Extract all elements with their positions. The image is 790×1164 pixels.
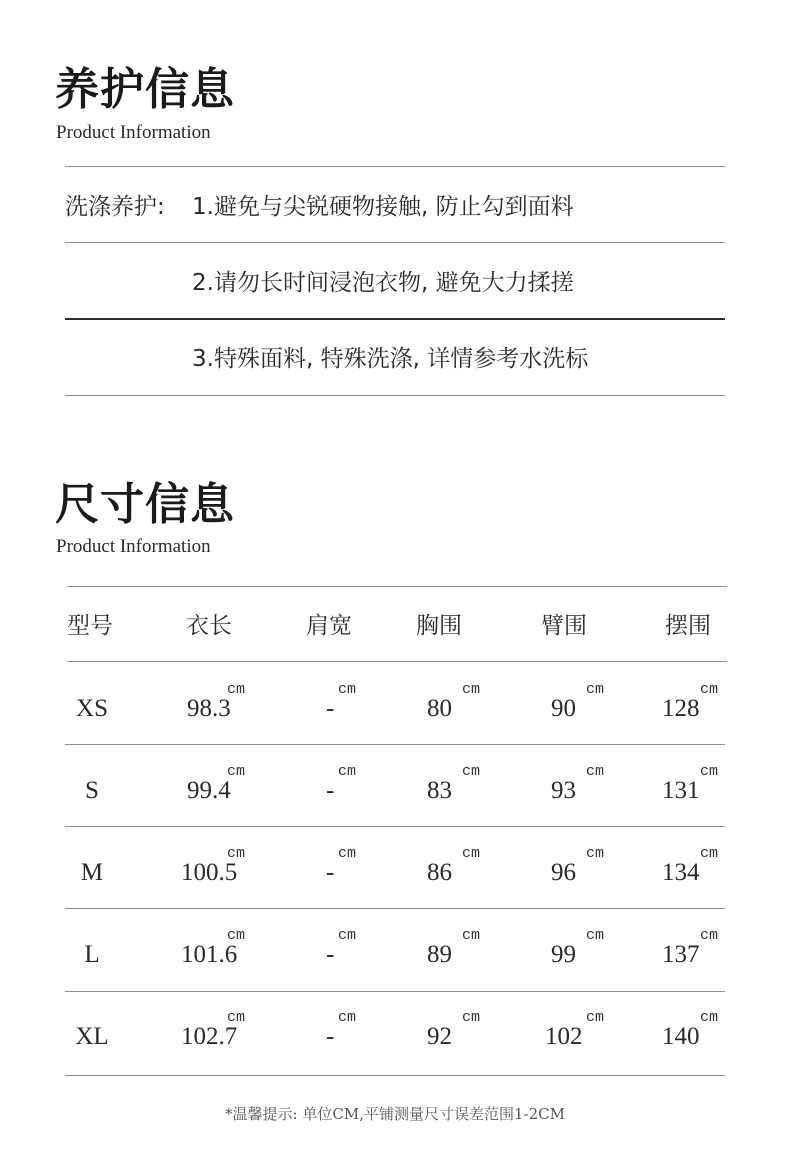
unit-label: cm	[462, 763, 481, 780]
unit-label: cm	[586, 927, 605, 944]
header-hem: 摆围	[665, 613, 711, 639]
shoulder-value: -	[326, 941, 335, 968]
hem-value: 137	[662, 941, 700, 968]
care-title: 养护信息	[55, 64, 235, 115]
unit-label: cm	[462, 1009, 481, 1026]
unit-label: cm	[700, 763, 719, 780]
unit-label: cm	[227, 1009, 246, 1026]
arm-value: 90	[551, 695, 576, 722]
unit-label: cm	[700, 1009, 719, 1026]
care-item-1: 1.避免与尖锐硬物接触, 防止勾到面料	[192, 194, 574, 220]
size-label: XL	[75, 1023, 109, 1050]
chest-value: 89	[427, 941, 452, 968]
shoulder-value: -	[326, 1023, 335, 1050]
unit-label: cm	[227, 681, 246, 698]
hem-value: 128	[662, 695, 700, 722]
care-divider-top	[65, 166, 725, 167]
unit-label: cm	[227, 763, 246, 780]
care-divider-bottom	[65, 395, 725, 396]
length-value: 99.4	[187, 777, 231, 804]
unit-label: cm	[227, 845, 246, 862]
size-table-header-line	[67, 661, 727, 662]
care-row-3	[65, 340, 725, 380]
care-row-1	[65, 188, 725, 228]
unit-label: cm	[338, 763, 357, 780]
shoulder-value: -	[326, 859, 335, 886]
unit-label: cm	[462, 845, 481, 862]
shoulder-value: -	[326, 777, 335, 804]
care-subtitle: Product Information	[56, 122, 211, 143]
size-title: 尺寸信息	[55, 479, 235, 530]
row-divider	[65, 744, 725, 745]
length-value: 100.5	[181, 859, 238, 886]
unit-label: cm	[586, 1009, 605, 1026]
size-label: M	[80, 859, 104, 886]
care-divider-1	[65, 242, 725, 243]
care-divider-2	[65, 318, 725, 320]
unit-label: cm	[586, 763, 605, 780]
chest-value: 92	[427, 1023, 452, 1050]
unit-label: cm	[338, 927, 357, 944]
size-label: S	[85, 777, 99, 804]
unit-label: cm	[227, 927, 246, 944]
header-chest: 胸围	[416, 613, 462, 639]
size-label: XS	[76, 695, 108, 722]
unit-label: cm	[700, 927, 719, 944]
care-item-3: 3.特殊面料, 特殊洗涤, 详情参考水洗标	[192, 346, 589, 372]
care-item-2: 2.请勿长时间浸泡衣物, 避免大力揉搓	[192, 270, 574, 296]
header-size: 型号	[67, 613, 113, 639]
row-divider	[65, 908, 725, 909]
size-subtitle: Product Information	[56, 536, 211, 557]
row-divider	[65, 991, 725, 992]
unit-label: cm	[338, 845, 357, 862]
row-divider	[65, 826, 725, 827]
unit-label: cm	[586, 681, 605, 698]
hem-value: 131	[662, 777, 700, 804]
care-label: 洗涤养护:	[65, 194, 165, 220]
hem-value: 134	[662, 859, 700, 886]
size-footnote: *温馨提示: 单位CM,平铺测量尺寸误差范围1-2CM	[225, 1105, 565, 1123]
unit-label: cm	[700, 681, 719, 698]
arm-value: 96	[551, 859, 576, 886]
arm-value: 99	[551, 941, 576, 968]
unit-label: cm	[462, 681, 481, 698]
header-shoulder: 肩宽	[306, 613, 352, 639]
unit-label: cm	[338, 1009, 357, 1026]
shoulder-value: -	[326, 695, 335, 722]
unit-label: cm	[338, 681, 357, 698]
chest-value: 80	[427, 695, 452, 722]
arm-value: 93	[551, 777, 576, 804]
chest-value: 86	[427, 859, 452, 886]
header-arm: 臂围	[541, 613, 587, 639]
length-value: 98.3	[187, 695, 231, 722]
size-table-bottom-line	[65, 1075, 725, 1076]
size-label: L	[84, 941, 100, 968]
hem-value: 140	[662, 1023, 700, 1050]
unit-label: cm	[586, 845, 605, 862]
length-value: 102.7	[181, 1023, 238, 1050]
unit-label: cm	[462, 927, 481, 944]
length-value: 101.6	[181, 941, 238, 968]
unit-label: cm	[700, 845, 719, 862]
care-row-2	[65, 264, 725, 304]
header-length: 衣长	[186, 613, 232, 639]
chest-value: 83	[427, 777, 452, 804]
arm-value: 102	[545, 1023, 583, 1050]
size-table-top-line	[67, 586, 727, 587]
